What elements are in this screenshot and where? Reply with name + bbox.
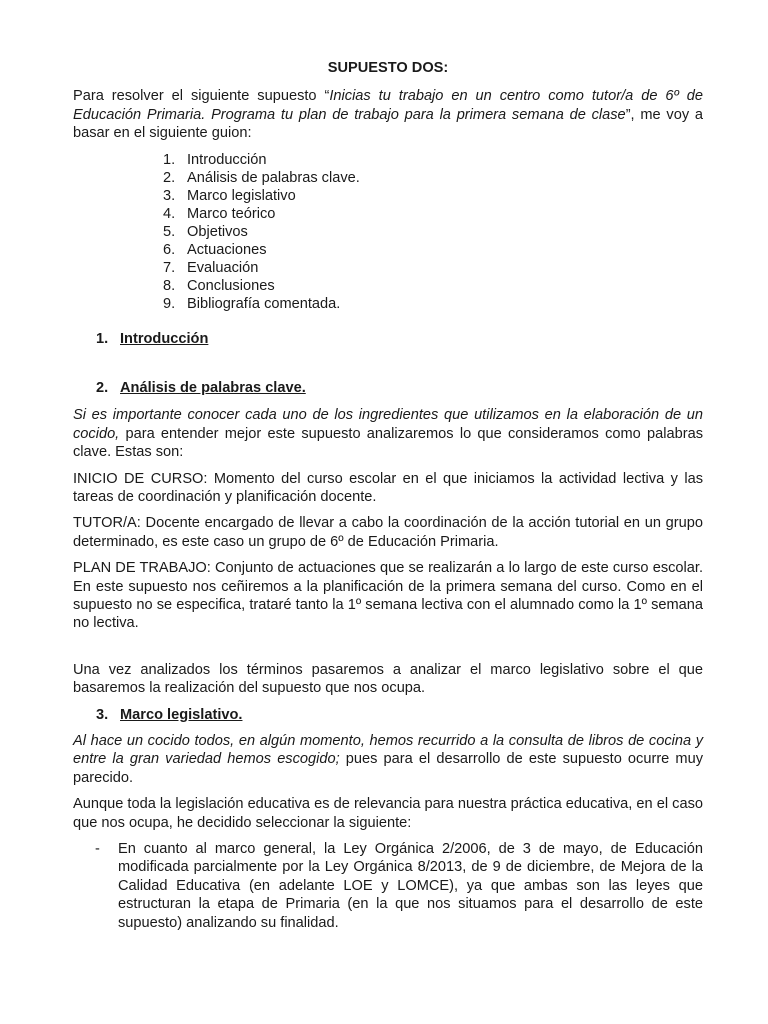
section-title: Análisis de palabras clave. bbox=[120, 379, 306, 396]
outline-item-label: Análisis de palabras clave. bbox=[187, 169, 360, 186]
outline-item bbox=[163, 205, 703, 223]
keywords-intro-italic: Si es importante conocer cada uno de los ingredientes que utilizamos en la elaboración de un cocido, bbox=[73, 407, 703, 442]
section-title: Introducción bbox=[120, 331, 209, 348]
section-heading-2 bbox=[73, 379, 703, 397]
outline-item-number: 1. bbox=[163, 151, 176, 168]
intro-paragraph bbox=[73, 87, 703, 142]
outline-item-label: Actuaciones bbox=[187, 242, 267, 259]
outline-item-label: Introducción bbox=[187, 151, 267, 168]
outline-item-label: Bibliografía comentada. bbox=[187, 296, 341, 313]
section-number: 1. bbox=[96, 331, 109, 348]
section-title: Marco legislativo. bbox=[120, 706, 243, 723]
intro-text-after: ”, me voy a basar en el siguiente guion: bbox=[73, 106, 703, 142]
outline-item-label: Evaluación bbox=[187, 260, 259, 277]
legislative-intro-text: pues para el desarrollo de este supuesto ocurre muy parecido. bbox=[73, 751, 703, 786]
outline-item-number: 2. bbox=[163, 169, 176, 186]
list-dash: - bbox=[95, 841, 100, 857]
outline-item-label: Conclusiones bbox=[187, 278, 275, 295]
outline-item-number: 3. bbox=[163, 187, 176, 204]
outline-item bbox=[163, 259, 703, 277]
section-heading-1 bbox=[73, 330, 703, 348]
keyword-plan-trabajo: PLAN DE TRABAJO: Conjunto de actuaciones que se realizarán a lo largo de este curso escolar. En este supuesto nos ceñiremos a la planificación de la primera semana del curso. Como en el supuesto no se especifica, trataré tanto la 1º semana lectiva con el alumnado como la 1º semana no lectiva. bbox=[73, 560, 703, 632]
legislative-intro-italic: Al hace un cocido todos, en algún momento, hemos recurrido a la consulta de libros de cocina y entre la gran variedad hemos escogido; bbox=[73, 732, 703, 768]
outline-item bbox=[163, 151, 703, 169]
keywords-intro-paragraph bbox=[73, 406, 703, 461]
outline-item bbox=[163, 223, 703, 241]
document-title: SUPUESTO DOS: bbox=[327, 60, 449, 76]
outline-item bbox=[163, 187, 703, 205]
legislative-intro-paragraph bbox=[73, 732, 703, 787]
keyword-tutor: TUTOR/A: Docente encargado de llevar a cabo la coordinación de la acción tutorial en un grupo determinado, es este caso un grupo de 6º de Educación Primaria. bbox=[73, 515, 703, 550]
transition-paragraph: Una vez analizados los términos pasaremos a analizar el marco legislativo sobre el que basaremos la realización del supuesto que nos ocupa. bbox=[73, 661, 703, 697]
keywords-intro-text: para entender mejor este supuesto analizaremos lo que consideramos como palabras clave. Estas son: bbox=[73, 425, 703, 461]
outline-item-number: 8. bbox=[163, 278, 176, 295]
outline-item-number: 7. bbox=[163, 260, 176, 277]
section-number: 2. bbox=[96, 379, 109, 396]
document-page bbox=[73, 59, 703, 932]
legislation-item-text: En cuanto al marco general, la Ley Orgánica 2/2006, de 3 de mayo, de Educación modificada parcialmente por la Ley Orgánica 8/2013, de 9 de diciembre, de Mejora de la Calidad Educativa (en adelante LOE y LOMCE), ya que ambas son las leyes que estructuran la etapa de Primaria (en la que nos situamos para el desarrollo de este supuesto) analizando su finalidad. bbox=[118, 841, 703, 931]
outline-item bbox=[163, 169, 703, 187]
outline-item-number: 6. bbox=[163, 242, 176, 259]
legislation-selection-paragraph: Aunque toda la legislación educativa es de relevancia para nuestra práctica educativa, en el caso que nos ocupa, he decidido seleccionar la siguiente: bbox=[73, 796, 703, 831]
section-heading-3 bbox=[73, 706, 703, 724]
outline-item-number: 4. bbox=[163, 205, 176, 222]
outline-list bbox=[163, 151, 703, 314]
keyword-inicio-curso: INICIO DE CURSO: Momento del curso escolar en el que iniciamos la actividad lectiva y las tareas de coordinación y planificación docente. bbox=[73, 470, 703, 505]
legislation-list-item bbox=[73, 840, 703, 932]
outline-item bbox=[163, 295, 703, 313]
outline-item-number: 9. bbox=[163, 296, 176, 313]
intro-text-italic: Inicias tu trabajo en un centro como tutor/a de 6º de Educación Primaria. Programa tu plan de trabajo para la primera semana de clase bbox=[73, 88, 704, 123]
outline-item bbox=[163, 277, 703, 295]
outline-item bbox=[163, 241, 703, 259]
outline-item-number: 5. bbox=[163, 224, 176, 240]
outline-item-label: Objetivos bbox=[187, 224, 248, 240]
section-number: 3. bbox=[96, 706, 109, 723]
outline-item-label: Marco teórico bbox=[187, 205, 276, 222]
intro-text-before: Para resolver el siguiente supuesto “ bbox=[73, 88, 330, 105]
outline-item-label: Marco legislativo bbox=[187, 187, 296, 204]
